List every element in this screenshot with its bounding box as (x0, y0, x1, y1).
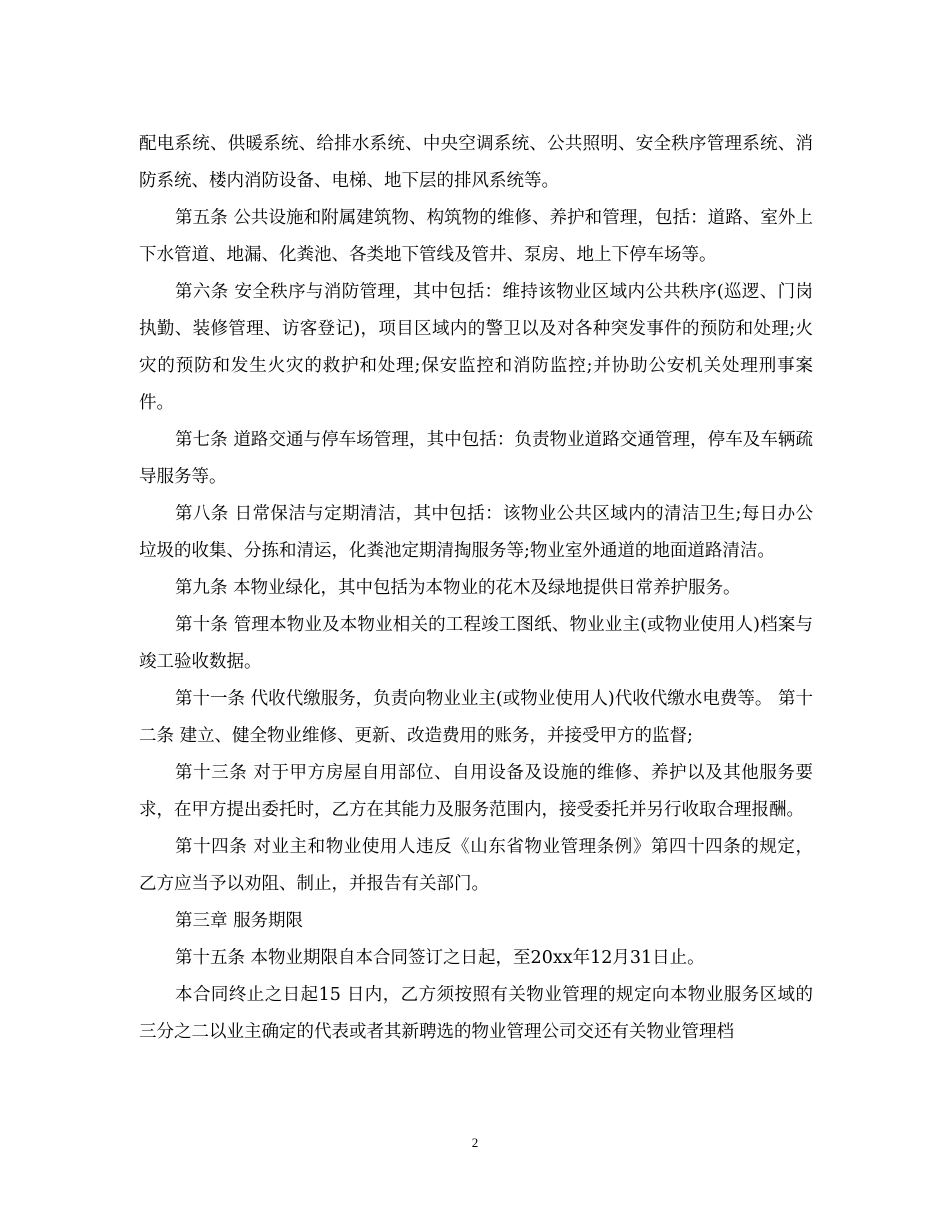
paragraph-article-11-12: 第十一条 代收代缴服务，负责向物业业主(或物业使用人)代收代缴水电费等。 第十二条 建立、健全物业维修、更新、改造费用的账务，并接受甲方的监督; (139, 689, 813, 746)
paragraph-article-8: 第八条 日常保洁与定期清洁，其中包括：该物业公共区域内的清洁卫生;每日办公垃圾的收集、分拣和清运，化粪池定期清掏服务等;物业室外通道的地面道路清洁。 (139, 504, 813, 561)
paragraph-termination: 本合同终止之日起15 日内，乙方须按照有关物业管理的规定向本物业服务区域的三分之二以业主确定的代表或者其新聘选的物业管理公司交还有关物业管理档 (139, 985, 813, 1042)
chapter-heading-3: 第三章 服务期限 (175, 911, 304, 931)
paragraph-article-6: 第六条 安全秩序与消防管理，其中包括：维持该物业区域内公共秩序(巡逻、门岗执勤、装修管理、访客登记)，项目区域内的警卫以及对各种突发事件的预防和处理;火灾的预防和发生火灾的救护和处理;保安监控和消防监控;并协助公安机关处理刑事案件。 (139, 282, 813, 413)
paragraph-article-14: 第十四条 对业主和物业使用人违反《山东省物业管理条例》第四十四条的规定， 乙方应当予以劝阻、制止，并报告有关部门。 (139, 837, 813, 894)
paragraph-article-13: 第十三条 对于甲方房屋自用部位、自用设备及设施的维修、养护以及其他服务要求，在甲方提出委托时，乙方在其能力及服务范围内，接受委托并另行收取合理报酬。 (139, 763, 813, 820)
paragraph-article-7: 第七条 道路交通与停车场管理，其中包括：负责物业道路交通管理，停车及车辆疏导服务等。 (139, 430, 813, 487)
page-number: 2 (471, 1135, 479, 1150)
paragraph-article-10: 第十条 管理本物业及本物业相关的工程竣工图纸、物业业主(或物业使用人)档案与竣工验收数据。 (139, 615, 813, 672)
paragraph-article-15: 第十五条 本物业期限自本合同签订之日起，至20xx年12月31日止。 (175, 948, 705, 968)
paragraph-article-5: 第五条 公共设施和附属建筑物、构筑物的维修、养护和管理，包括：道路、室外上下水管道、地漏、化粪池、各类地下管线及管井、泵房、地上下停车场等。 (139, 208, 813, 265)
document-body (139, 126, 813, 1051)
paragraph-continuation: 配电系统、供暖系统、给排水系统、中央空调系统、公共照明、安全秩序管理系统、消防系统、楼内消防设备、电梯、地下层的排风系统等。 (139, 134, 813, 191)
paragraph-article-9: 第九条 本物业绿化，其中包括为本物业的花木及绿地提供日常养护服务。 (175, 578, 741, 598)
